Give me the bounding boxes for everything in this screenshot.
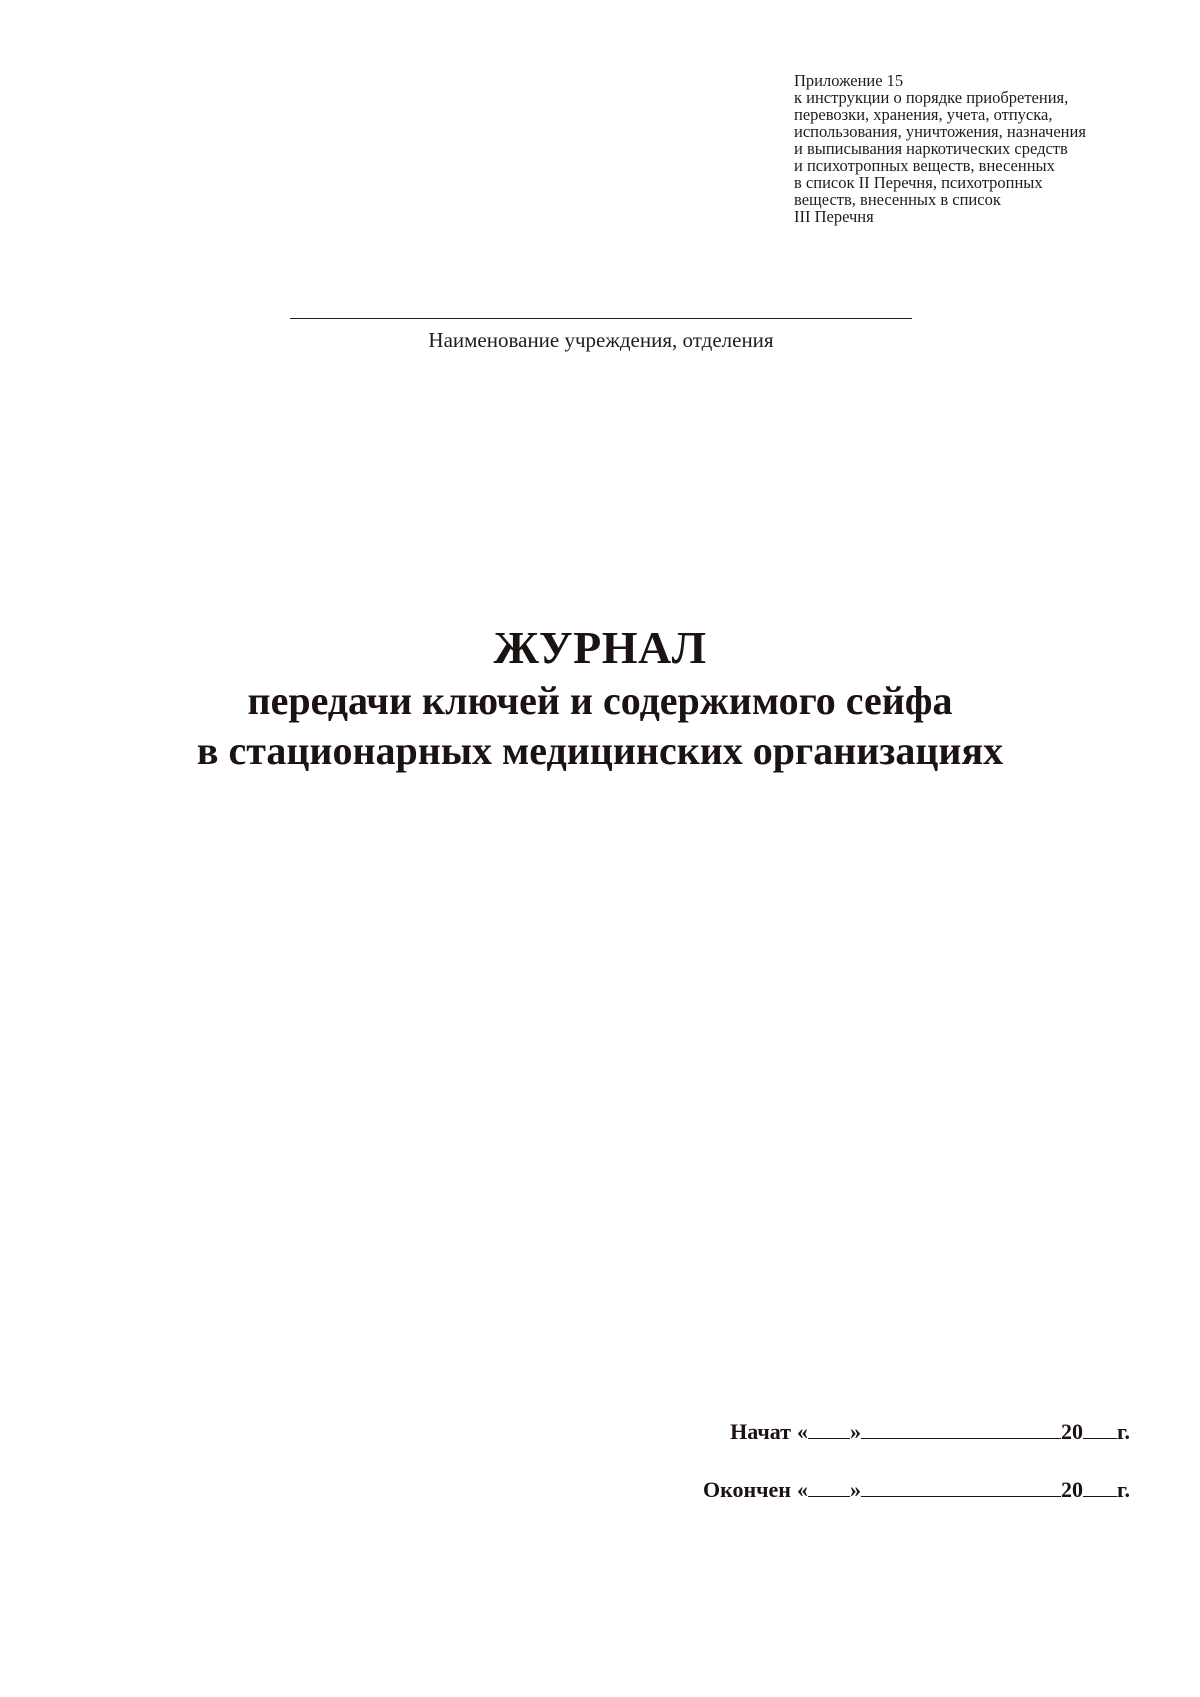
- annex-line: и выписывания наркотических средств: [794, 139, 1068, 158]
- end-date-label: Окончен: [702, 1477, 791, 1502]
- annex-line: и психотропных веществ, внесенных: [794, 156, 1055, 175]
- start-day-blank[interactable]: [808, 1420, 850, 1439]
- year-suffix: г.: [1116, 1477, 1130, 1502]
- annex-line: веществ, внесенных в список: [794, 190, 1001, 209]
- open-quote: «: [796, 1419, 808, 1444]
- annex-line: в список II Перечня, психотропных: [794, 173, 1043, 192]
- date-fields: [703, 1419, 1130, 1535]
- start-date-row: [703, 1419, 1130, 1445]
- annex-line: перевозки, хранения, учета, отпуска,: [794, 105, 1053, 124]
- annex-line: III Перечня: [794, 207, 874, 226]
- title-main: ЖУРНАЛ: [493, 622, 707, 673]
- end-day-blank[interactable]: [808, 1478, 850, 1497]
- institution-blank-line[interactable]: [290, 318, 912, 319]
- start-year-blank[interactable]: [1083, 1420, 1117, 1439]
- annex-note: [794, 72, 1174, 225]
- close-quote: »: [849, 1419, 861, 1444]
- institution-caption: Наименование учреждения, отделения: [428, 328, 774, 352]
- annex-line: к инструкции о порядке приобретения,: [794, 88, 1069, 107]
- end-date-row: [703, 1477, 1130, 1503]
- institution-field: [290, 318, 912, 352]
- annex-line: Приложение 15: [794, 71, 904, 90]
- century-prefix: 20: [1060, 1477, 1083, 1502]
- start-month-blank[interactable]: [861, 1420, 1061, 1439]
- open-quote: «: [796, 1477, 808, 1502]
- century-prefix: 20: [1060, 1419, 1083, 1444]
- journal-title: [0, 620, 1200, 776]
- year-suffix: г.: [1116, 1419, 1130, 1444]
- annex-line: использования, уничтожения, назначения: [794, 122, 1086, 141]
- close-quote: »: [849, 1477, 861, 1502]
- title-line-3: в стационарных медицинских организациях: [196, 728, 1004, 773]
- end-year-blank[interactable]: [1083, 1478, 1117, 1497]
- start-date-label: Начат: [730, 1419, 791, 1444]
- title-line-2: передачи ключей и содержимого сейфа: [247, 678, 953, 723]
- end-month-blank[interactable]: [861, 1478, 1061, 1497]
